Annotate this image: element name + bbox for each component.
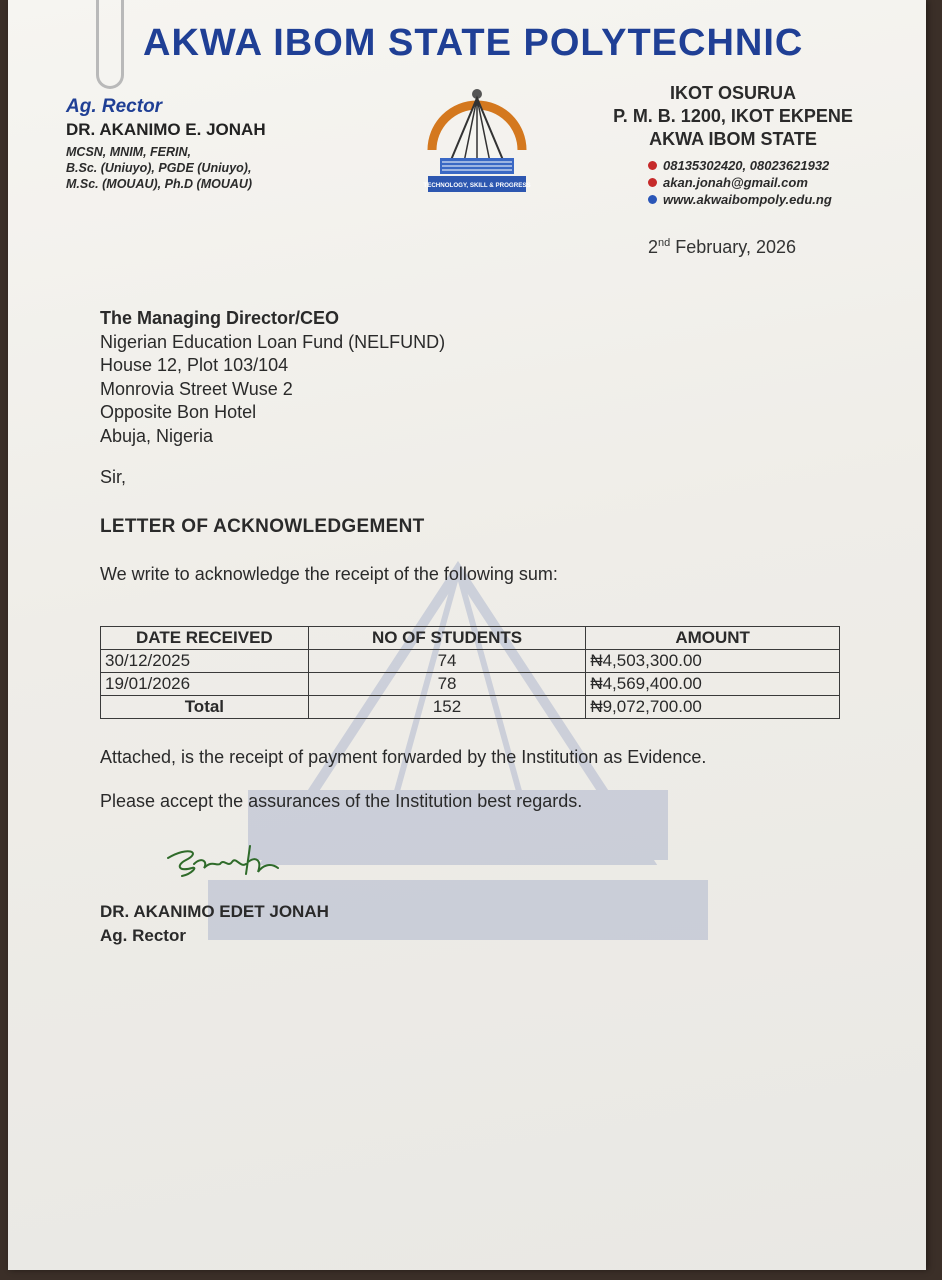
letter-subject: LETTER OF ACKNOWLEDGEMENT — [100, 516, 425, 537]
qualification-line: MCSN, MNIM, FERIN, — [66, 145, 191, 159]
header-amount: AMOUNT — [586, 627, 840, 650]
date-suffix: nd — [658, 237, 671, 249]
recipient-line: Opposite Bon Hotel — [100, 402, 257, 422]
letter-date — [648, 237, 796, 258]
contact-list — [568, 157, 898, 208]
intro-paragraph: We write to acknowledge the receipt of the following sum: — [100, 564, 558, 584]
table-row — [101, 650, 840, 673]
signature-image — [158, 838, 298, 888]
salutation: Sir, — [100, 467, 127, 487]
table-row — [101, 673, 840, 696]
qualification-line: M.Sc. (MOUAU), Ph.D (MOUAU) — [66, 177, 253, 191]
recipient-line: House 12, Plot 103/104 — [100, 355, 289, 375]
cell-students: 74 — [308, 650, 586, 673]
paper-clip — [96, 0, 124, 89]
polytechnic-crest-logo — [418, 80, 536, 198]
address-line: AKWA IBOM STATE — [649, 129, 817, 149]
contact-website — [648, 191, 898, 208]
phone-icon — [648, 161, 657, 170]
signer-role: Ag. Rector — [100, 926, 186, 945]
header-date-received: DATE RECEIVED — [101, 627, 309, 650]
address-block — [568, 82, 898, 208]
recipient-line: Abuja, Nigeria — [100, 425, 214, 446]
cell-total-label: Total — [101, 696, 309, 719]
cell-total-students: 152 — [308, 696, 586, 719]
cell-amount: ₦4,569,400.00 — [586, 673, 840, 696]
crest-motto: TECHNOLOGY, SKILL & PROGRESS — [423, 182, 531, 189]
attached-note: Attached, is the receipt of payment forwarded by the Institution as Evidence. — [100, 747, 707, 767]
institution-title: AKWA IBOM STATE POLYTECHNIC — [143, 22, 804, 64]
cell-students: 78 — [308, 673, 586, 696]
web-icon — [648, 195, 657, 204]
contact-email — [648, 174, 898, 191]
signer-block — [100, 900, 329, 948]
signer-name: DR. AKANIMO EDET JONAH — [100, 902, 329, 921]
payment-table — [100, 626, 840, 719]
date-day: 2 — [648, 237, 659, 257]
qualification-line: B.Sc. (Uniuyo), PGDE (Uniuyo), — [66, 161, 252, 175]
recipient-line: Monrovia Street Wuse 2 — [100, 378, 293, 399]
email-icon — [648, 178, 657, 187]
recipient-line: The Managing Director/CEO — [100, 308, 340, 328]
header-no-of-students: NO OF STUDENTS — [308, 627, 586, 650]
date-rest: February, 2026 — [670, 237, 797, 257]
rector-name: DR. AKANIMO E. JONAH — [66, 120, 266, 139]
table-total-row — [101, 696, 840, 719]
address-line: IKOT OSURUA — [670, 83, 796, 103]
cell-amount: ₦4,503,300.00 — [586, 650, 840, 673]
cell-date: 19/01/2026 — [101, 673, 309, 696]
contact-phone — [648, 157, 898, 174]
phone-text: 08135302420, 08023621932 — [663, 158, 830, 173]
letter-page — [8, 0, 926, 1270]
cell-date: 30/12/2025 — [101, 650, 309, 673]
recipient-line: Nigerian Education Loan Fund (NELFUND) — [100, 331, 446, 352]
email-text: akan.jonah@gmail.com — [663, 175, 808, 190]
website-text: www.akwaibompoly.edu.ng — [663, 192, 832, 207]
table-header-row — [101, 627, 840, 650]
address-line: P. M. B. 1200, IKOT EKPENE — [613, 106, 853, 126]
recipient-address — [100, 307, 445, 448]
cell-total-amount: ₦9,072,700.00 — [586, 696, 840, 719]
rector-role: Ag. Rector — [66, 96, 163, 117]
rector-block — [66, 96, 366, 192]
rector-qualifications — [66, 144, 366, 192]
closing-paragraph: Please accept the assurances of the Institution best regards. — [100, 791, 583, 811]
